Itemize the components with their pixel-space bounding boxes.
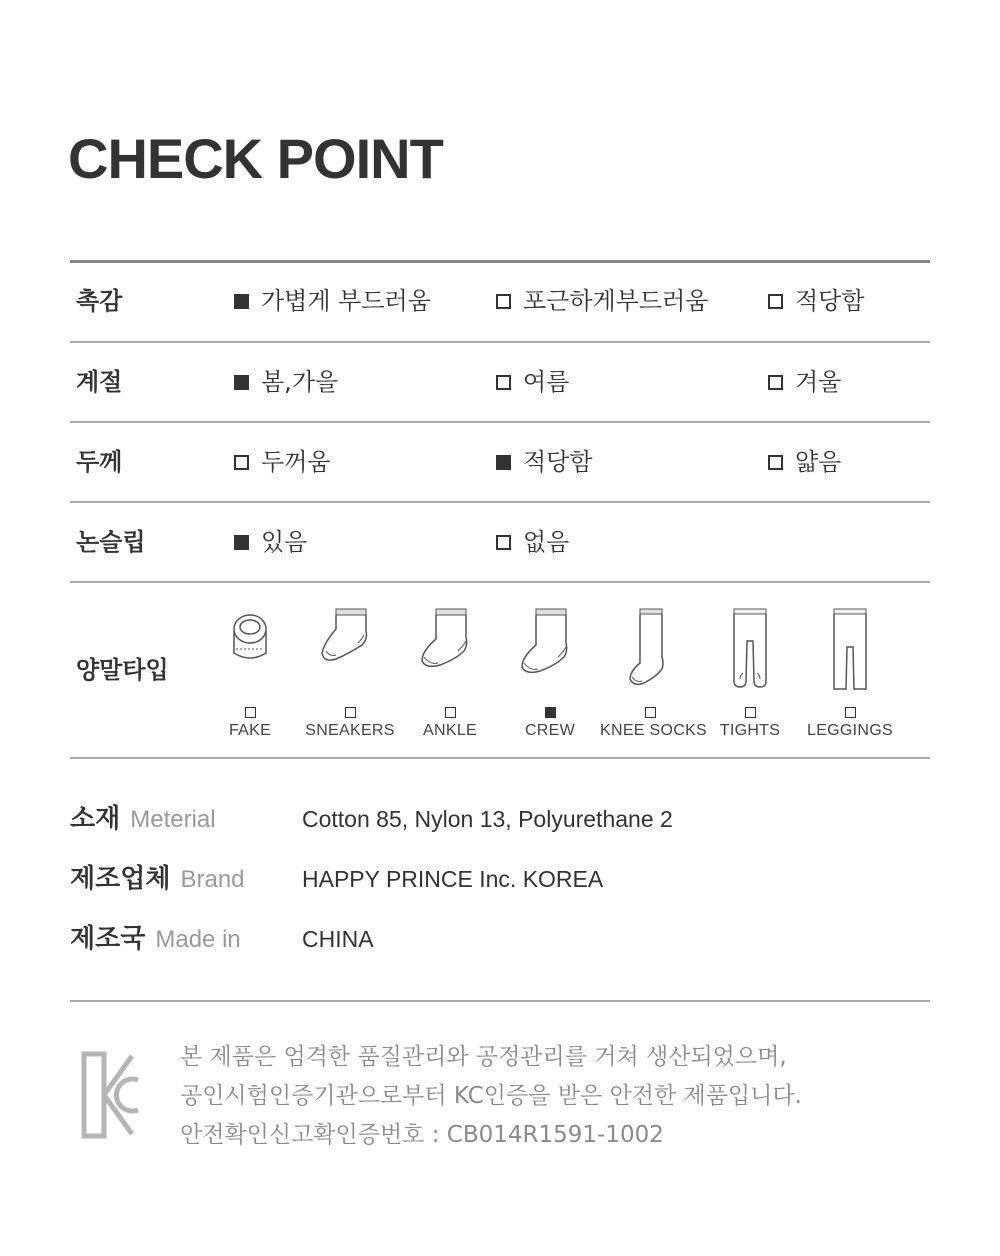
kc-logo (80, 1050, 142, 1144)
empty-box-icon[interactable] (496, 375, 511, 390)
option[interactable] (768, 286, 865, 316)
info-key (70, 862, 245, 897)
option[interactable] (496, 447, 593, 477)
option-label: 적당함 (523, 448, 593, 476)
option[interactable] (768, 367, 841, 397)
row-divider (70, 501, 930, 503)
fake-sock-icon (200, 607, 300, 693)
sock-type-label: 양말타입 (76, 656, 169, 684)
tights-icon (700, 607, 800, 693)
option-label: 얇음 (795, 448, 842, 476)
kc-line: 공인시험인증기관으로부터 KC인증을 받은 안전한 제품입니다. (180, 1083, 802, 1109)
empty-box-icon[interactable] (496, 294, 511, 309)
option[interactable] (234, 527, 307, 557)
option-label: 포근하게부드러움 (523, 287, 709, 315)
info-key (70, 922, 241, 957)
knee-sock-icon (600, 607, 700, 693)
crew-sock-icon (500, 607, 600, 693)
sock-type-option[interactable] (200, 607, 300, 740)
info-divider (70, 1000, 930, 1002)
info-key-ko: 제조국 (70, 924, 146, 954)
info-key (70, 802, 216, 837)
row-label: 두께 (76, 448, 123, 476)
empty-box-icon[interactable] (768, 294, 783, 309)
info-key-en: Meterial (130, 806, 216, 833)
option[interactable] (234, 447, 331, 477)
empty-box-icon[interactable] (496, 535, 511, 550)
sock-type-name: SNEAKERS (305, 722, 395, 739)
info-value: CHINA (302, 926, 374, 952)
leggings-icon (800, 607, 900, 693)
sock-type-name: TIGHTS (719, 722, 781, 739)
kc-line: 본 제품은 엄격한 품질관리와 공정관리를 거쳐 생산되었으며, (180, 1044, 787, 1070)
option-label: 두꺼움 (261, 448, 331, 476)
info-value: HAPPY PRINCE Inc. KOREA (302, 866, 604, 892)
empty-box-icon[interactable] (245, 707, 256, 718)
option-label: 봄,가을 (261, 368, 339, 396)
checked-box-icon[interactable] (234, 294, 249, 309)
option-label: 있음 (261, 528, 308, 556)
empty-box-icon[interactable] (345, 707, 356, 718)
sock-type-name: ANKLE (423, 722, 477, 739)
kc-notice (180, 1038, 802, 1155)
row-label: 촉감 (76, 287, 123, 315)
option-label: 가볍게 부드러움 (261, 287, 431, 315)
option-label: 여름 (523, 368, 570, 396)
table-bottom-rule (70, 757, 930, 759)
option[interactable] (234, 286, 431, 316)
checked-box-icon[interactable] (234, 375, 249, 390)
sock-type-list (200, 607, 900, 740)
info-key-ko: 소재 (70, 804, 121, 834)
ankle-sock-icon (400, 607, 500, 693)
sock-type-name: KNEE SOCKS (600, 722, 708, 739)
sock-type-option[interactable] (700, 607, 800, 740)
empty-box-icon[interactable] (768, 375, 783, 390)
option-label: 겨울 (795, 368, 842, 396)
sock-type-name: LEGGINGS (807, 722, 893, 739)
row-label: 계절 (76, 368, 123, 396)
empty-box-icon[interactable] (445, 707, 456, 718)
empty-box-icon[interactable] (745, 707, 756, 718)
empty-box-icon[interactable] (234, 455, 249, 470)
row-divider (70, 341, 930, 343)
info-key-en: Brand (180, 866, 245, 893)
sock-type-option[interactable] (500, 607, 600, 740)
page-title: CHECK POINT (68, 127, 443, 190)
option[interactable] (496, 527, 569, 557)
checked-box-icon[interactable] (496, 455, 511, 470)
kc-certification-icon (80, 1050, 142, 1140)
checked-box-icon[interactable] (234, 535, 249, 550)
info-key-en: Made in (155, 926, 241, 953)
row-divider (70, 421, 930, 423)
option-label: 없음 (523, 528, 570, 556)
empty-box-icon[interactable] (645, 707, 656, 718)
info-key-ko: 제조업체 (70, 864, 171, 894)
sock-type-option[interactable] (400, 607, 500, 740)
option[interactable] (234, 367, 338, 397)
sock-type-option[interactable] (800, 607, 900, 740)
row-label: 논슬립 (76, 528, 146, 556)
kc-line: 안전확인신고확인증번호 : CB014R1591-1002 (180, 1122, 664, 1148)
checked-box-icon[interactable] (545, 707, 556, 718)
info-value: Cotton 85, Nylon 13, Polyurethane 2 (302, 806, 673, 832)
option[interactable] (496, 286, 708, 316)
sock-type-option[interactable] (600, 607, 708, 740)
option[interactable] (768, 447, 841, 477)
sneaker-sock-icon (300, 607, 400, 693)
table-top-rule (70, 260, 930, 263)
empty-box-icon[interactable] (768, 455, 783, 470)
sock-type-option[interactable] (300, 607, 400, 740)
row-divider (70, 581, 930, 583)
sock-type-name: CREW (524, 722, 576, 739)
empty-box-icon[interactable] (845, 707, 856, 718)
option-label: 적당함 (795, 287, 865, 315)
option[interactable] (496, 367, 569, 397)
sock-type-name: FAKE (228, 722, 272, 739)
